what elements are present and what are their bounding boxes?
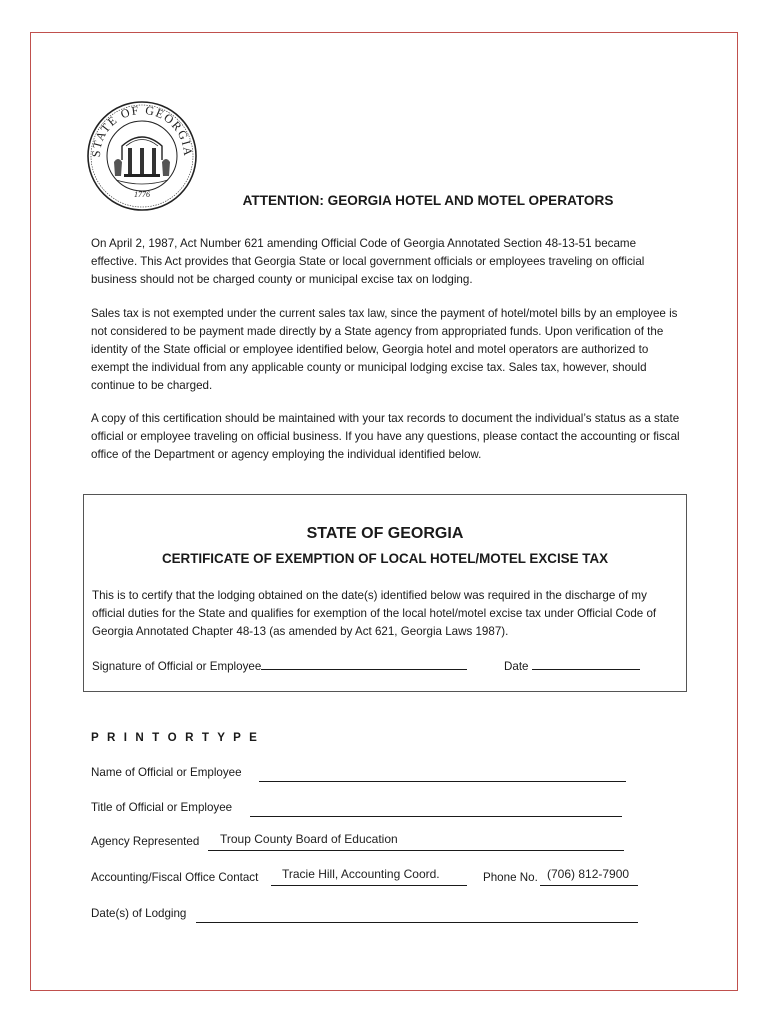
notice-paragraph-1: On April 2, 1987, Act Number 621 amending Official Code of Georgia Annotated Section 48-13-51 became effective. This Act provides that Georgia State or local government officials or employees traveling on official business should not be charged county or municipal excise tax on lodging. (91, 237, 645, 286)
agency-label: Agency Represented (91, 835, 200, 848)
contact-label: Accounting/Fiscal Office Contact (91, 871, 259, 884)
agency-value: Troup County Board of Education (220, 832, 398, 846)
date-label: Date (504, 660, 529, 673)
contact-value: Tracie Hill, Accounting Coord. (282, 867, 440, 881)
title-label: Title of Official or Employee (91, 801, 233, 814)
title-field[interactable] (250, 800, 622, 817)
signature-field[interactable] (261, 657, 467, 670)
signature-row (92, 657, 467, 673)
date-field[interactable] (532, 657, 640, 670)
certificate-box (83, 494, 687, 692)
svg-text:1776: 1776 (134, 190, 150, 199)
lodging-label: Date(s) of Lodging (91, 907, 187, 920)
certificate-title: STATE OF GEORGIA (306, 525, 464, 542)
name-field[interactable] (259, 765, 626, 782)
phone-value: (706) 812-7900 (547, 867, 630, 881)
name-label: Name of Official or Employee (91, 766, 242, 779)
phone-label: Phone No. (483, 871, 538, 884)
lodging-field[interactable] (196, 906, 638, 923)
notice-title: ATTENTION: GEORGIA HOTEL AND MOTEL OPERATORS (242, 193, 614, 208)
print-or-type-heading: P R I N T O R T Y P E (91, 731, 260, 744)
notice-paragraph-2: Sales tax is not exempted under the current sales tax law, since the payment of hotel/motel bills by an employee is not considered to be payment made directly by a State agency from appropriated funds. Upon verification of the identity of the State official or employee identified below, Georgia hotel and motel operators are authorized to exempt the individual from any applicable county or municipal lodging excise tax. Sales tax, however, should continue to be charged. (91, 307, 678, 392)
certificate-body: This is to certify that the lodging obtained on the date(s) identified below was required in the discharge of my official duties for the State and qualifies for exemption of the local hotel/motel excise tax under Official Code of Georgia Annotated Chapter 48-13 (as amended by Act 621, Georgia Laws 1987). (92, 589, 657, 638)
certificate-subtitle: CERTIFICATE OF EXEMPTION OF LOCAL HOTEL/MOTEL EXCISE TAX (161, 551, 609, 566)
date-row (504, 657, 640, 673)
svg-text:STATE OF GEORGIA: STATE OF GEORGIA (88, 102, 196, 158)
notice-paragraph-3: A copy of this certification should be maintained with your tax records to document the individual’s status as a state official or employee traveling on official business. If you have any questions, please contact the accounting or fiscal office of the Department or agency employing the individual identified below. (91, 412, 680, 461)
signature-label: Signature of Official or Employee (92, 660, 262, 673)
